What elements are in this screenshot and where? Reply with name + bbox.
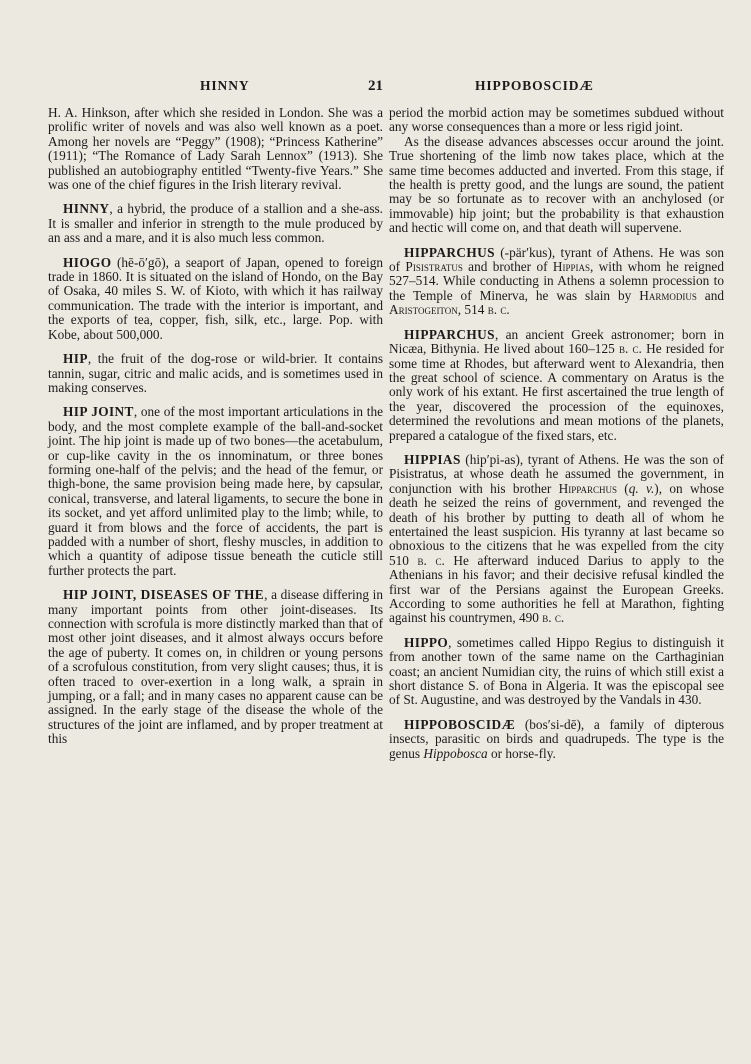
- entry-hinny: [48, 202, 383, 245]
- entry-hipparchus-astronomer: [389, 328, 724, 443]
- entry-text: and: [696, 287, 724, 303]
- headword: HIPPIAS: [404, 451, 461, 467]
- entry-hippias: [389, 453, 724, 626]
- entry-hipparchus-tyrant: [389, 246, 724, 318]
- headword: HIPPARCHUS: [404, 244, 495, 260]
- entry-text: , one of the most important articulations in the body, and the most complete example of the ball-and-socket joint. The hip joint is made up of two bones—the acetabulum, or cup-like cavity in the os innominatum, or three bones forming one-half of the pelvis; and the head of the femur, or thigh-bone, the same provision being made here, by capsular, conical, transverse, and lateral ligaments, to secure the bone in its socket, and yet afford unlimited play to the limb; while, to guard it from blows and the force of accidents, the part is padded with a number of short, fleshy muscles, in addition to which a quantity of adipose tissue beneath the cuticle still further protects the part.: [48, 404, 383, 578]
- headword: HIPPOBOSCIDÆ: [404, 716, 516, 732]
- entry-hip-joint: [48, 405, 383, 578]
- entry-hip: [48, 352, 383, 395]
- entry-text: or horse-fly.: [487, 745, 556, 761]
- entry-text: He resided for some time at Rhodes, but afterward went to Alexandria, then the great school of science. A commentary on Aratus is the only work of his extant. He first ascertained the true length of the year, discovered the procession of the equinoxes, determined the revolutions and mean motions of the planets, prepared a catalogue of the fixed stars, etc.: [389, 341, 724, 443]
- entry-text: and brother of: [462, 259, 553, 275]
- header-left-guideword: HINNY: [200, 78, 250, 93]
- cross-reference: Hipparchus: [558, 480, 617, 496]
- entry-hiogo: [48, 256, 383, 342]
- headword: HINNY: [63, 201, 110, 217]
- cross-reference: Pisistratus: [405, 259, 463, 275]
- running-header: [0, 78, 751, 98]
- entry-text: (bos′si-dē), a family of dipterous insects, parasitic on birds and quadrupeds. The type is the genus: [389, 716, 724, 761]
- page-number: 21: [368, 78, 383, 94]
- headword: HIOGO: [63, 254, 112, 270]
- entry-continuation-diseases-paragraph: As the disease advances abscesses occur around the joint. True shortening of the limb now takes place, which at the same time becomes adducted and inverted. From this stage, if the health is pretty good, and the lungs are sound, the patient may be so fortunate as to recover with an anchylosed (or immovable) hip joint; but the probability is that exhaustion and hectic will come on, and that death will supervene.: [389, 133, 724, 236]
- entry-text: , a hybrid, the produce of a stallion and a she-ass. It is smaller and inferior in strength to the mule produced by an ass and a mare, and it is also much less common.: [48, 201, 383, 246]
- entry-text: (-pär′kus), tyrant of Athens. He was son of: [389, 244, 724, 275]
- headword: HIP: [63, 351, 88, 367]
- era-abbreviation: b. c.: [487, 302, 510, 318]
- entry-text: (hē-ō′gō), a seaport of Japan, opened to foreign trade in 1860. It is situated on the island of Hondo, on the Bay of Osaka, 40 miles S. W. of Kioto, with which it has railway communication. The trade with the interior is important, and the exports of tea, copper, fish, silk, etc., large. Pop. with Kobe, about 500,000.: [48, 254, 383, 342]
- right-column: [389, 106, 724, 761]
- entry-text: , 514: [457, 302, 488, 318]
- entry-continuation-diseases: period the morbid action may be sometimes subdued without any worse consequences than a more or less rigid joint.: [389, 105, 724, 135]
- headword: HIP JOINT: [63, 404, 134, 420]
- entry-continuation-hinkson: H. A. Hinkson, after which she resided in London. She was a prolific writer of novels and was also well known as a poet. Among her novels are “Peggy” (1908); “Princess Katherine” (1911); “The Romance of Lady Sarah Lennox” (1913). She published an autobiography entitled “Twenty-five Years.” She was one of the chief figures in the Irish literary revival.: [48, 105, 383, 193]
- entry-text: He afterward induced Darius to apply to the Athenians in his favor; and their decisive refusal kindled the first war of the Persians against the European Greeks. According to some authorities he fell at Marathon, fighting against his countrymen, 490: [389, 552, 724, 626]
- headword: HIPPARCHUS: [404, 326, 495, 342]
- entry-hip-joint-diseases: [48, 588, 383, 746]
- era-abbreviation: b. c.: [618, 341, 642, 357]
- entry-hippo: [389, 636, 724, 708]
- entry-text: ), on whose death he seized the reins of government, and revenged the death of his brother by putting to death all of whom he entertained the least suspicion. His tyranny at last became so obnoxious to the citizens that he was expelled from the city 510: [389, 480, 724, 568]
- cross-reference: Aristogeiton: [389, 302, 458, 318]
- entry-hippoboscidae: [389, 718, 724, 761]
- era-abbreviation: b. c.: [417, 552, 445, 568]
- cross-reference: Hippias: [552, 259, 590, 275]
- entry-text: (: [616, 480, 629, 496]
- left-column: [48, 106, 383, 747]
- entry-text: (hip′pi-as), tyrant of Athens. He was the son of Pisistratus, at whose death he assumed the government, in conjunction with his brother: [389, 451, 724, 496]
- quod-vide: q. v.: [628, 480, 655, 496]
- entry-text: , an ancient Greek astronomer; born in Nicæa, Bithynia. He lived about 160–125: [389, 326, 724, 357]
- entry-text: , with whom he reigned 527–514. While conducting in Athens a solemn procession to the Temple of Minerva, he was slain by: [389, 259, 724, 303]
- cross-reference: Harmodius: [639, 287, 697, 303]
- headword: HIP JOINT, DISEASES OF THE: [63, 587, 265, 603]
- genus-name: Hippobosca: [423, 745, 488, 761]
- header-right-guideword: HIPPOBOSCIDÆ: [475, 78, 594, 93]
- entry-text: , the fruit of the dog-rose or wild-brier. It contains tannin, sugar, citric and malic acids, and is sometimes used in making conserves.: [48, 351, 383, 395]
- headword: HIPPO: [404, 634, 449, 650]
- entry-text: , sometimes called Hippo Regius to distinguish it from another town of the same name on the Carthaginian coast; an ancient Numidian city, the ruins of which still exist a short distance S. of Bona in Algeria. It was the episcopal see of St. Augustine, and was destroyed by the Vandals in 430.: [389, 634, 724, 708]
- era-abbreviation: b. c.: [542, 610, 565, 626]
- entry-text: , a disease differing in many important points from other joint-diseases. Its connection with scrofula is more distinctly marked than that of most other joint diseases, and it almost always occurs before the age of puberty. It comes on, in children or young persons of a scrofulous constitution, from very slight causes; thus, it is often traced to over-exertion in a long walk, a sprain in jumping, or a fall; and in many cases no apparent cause can be assigned. In the early stage of the disease the whole of the structures of the joint are inflamed, and by proper treatment at this: [48, 587, 383, 747]
